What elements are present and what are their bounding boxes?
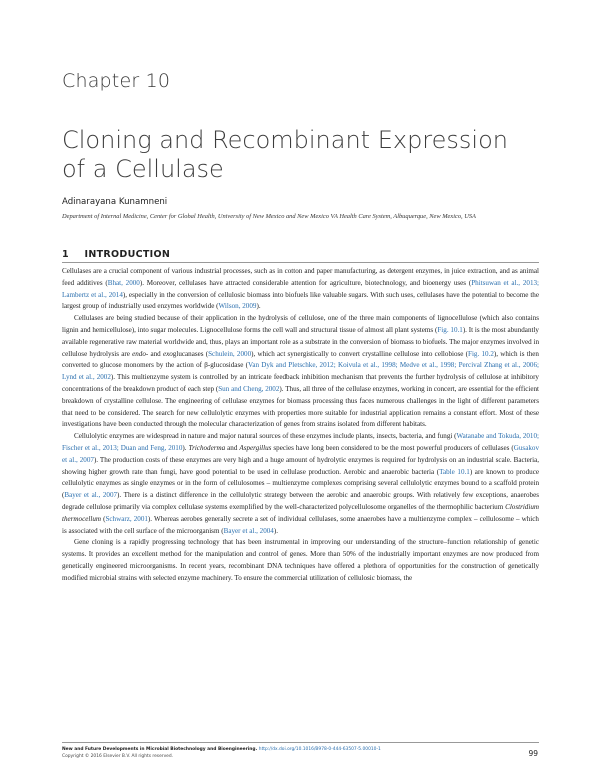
copyright-notice: Copyright © 2016 Elsevier B.V. All rights reserved. bbox=[62, 754, 174, 759]
text-run: glucanases ( bbox=[172, 349, 209, 358]
italic-term: endo- bbox=[132, 349, 149, 358]
text-run: ), which act synergistically to convert crystalline cellulose into cellobiose ( bbox=[251, 349, 469, 358]
citation-link[interactable]: Van Dyk and Pletschke, 2012; Koivula et al., 1998; Medve et al., 1998; Percival Zhang et al., 2006; Lynd et al., 2002 bbox=[62, 361, 539, 382]
citation-link[interactable]: Schulein, 2000 bbox=[208, 349, 252, 358]
citation-link[interactable]: Fig. 10.1 bbox=[437, 325, 463, 334]
italic-term: Clostridium thermocellum bbox=[62, 502, 539, 523]
title-line-1: Cloning and Recombinant Expression bbox=[62, 126, 508, 154]
text-run: Cellulases are being studied because of their application in the hydrolysis of cellulose, one of the three main components of lignocellulose (which also contains lignin and hemicellulose), into sugar molecules. Lignocellulose forms the cell wall and structural tissue of almost all plant systems ( bbox=[62, 314, 539, 334]
italic-term: Aspergillus bbox=[239, 443, 272, 452]
footer bbox=[62, 747, 539, 759]
text-run: and bbox=[148, 349, 163, 358]
citation-link[interactable]: Bayer et al., 2007 bbox=[64, 491, 118, 500]
text-run: ). It is the most abundantly available regenerative raw material worldwide and, thus, plays an important role as a substrate in the conversion of biomass to biofuels. The major enzymes involved in cellulose hydrolysis are bbox=[62, 325, 539, 358]
text-run: ). bbox=[273, 526, 278, 535]
book-title: New and Future Developments in Microbial Biotechnology and Bioengineering. bbox=[62, 747, 258, 752]
citation-link[interactable]: Phitsuwan et al., 2013; Lambertz et al., 2014 bbox=[62, 278, 540, 299]
text-run: ). bbox=[182, 443, 189, 452]
text-run: ), which is then converted to glucose monomers by the action of β-glucosidase ( bbox=[62, 349, 539, 370]
citation-link[interactable]: Gusakov et al., 2007 bbox=[62, 443, 539, 464]
citation-link[interactable]: Schwarz, 2001 bbox=[105, 514, 148, 523]
citation-link[interactable]: Wilson, 2009 bbox=[218, 302, 257, 311]
text-run: Cellulolytic enzymes are widespread in nature and major natural sources of these enzymes include plants, insects, bacteria, and fungi ( bbox=[74, 432, 457, 441]
text-run: and bbox=[225, 443, 240, 452]
citation-link[interactable]: Sun and Cheng, 2002 bbox=[218, 384, 280, 393]
citation-link[interactable]: Bhat, 2000 bbox=[107, 278, 140, 287]
section-heading bbox=[62, 249, 170, 260]
text-run: ), especially in the conversion of cellulosic biomass into biofuels like valuable sugars. With such uses, cellulases have the potential to become the largest group of industrially used enzymes worldwide ( bbox=[62, 290, 539, 311]
text-run: species have long been considered to be the most powerful producers of cellulases ( bbox=[271, 443, 514, 452]
paragraph bbox=[62, 431, 539, 537]
text-run: Cellulases are a crucial component of various industrial processes, such as in cotton and paper manufacturing, as detergent enzymes, in juice extraction, and as animal feed additives ( bbox=[62, 267, 539, 287]
citation-link[interactable]: Bayer et al., 2004 bbox=[223, 526, 274, 535]
chapter-label: Chapter 10 bbox=[62, 70, 171, 92]
body-text bbox=[62, 266, 539, 585]
text-run: ). Moreover, cellulases have attracted considerable attention for agriculture, biotechnology, and bioenergy uses ( bbox=[139, 278, 472, 287]
paragraph bbox=[62, 537, 539, 584]
citation-link[interactable]: Watanabe and Tokuda, 2010; Fischer et al., 2013; Duan and Feng, 2010 bbox=[62, 432, 539, 452]
citation-link[interactable]: Fig. 10.2 bbox=[468, 349, 494, 358]
text-run: ) are known to produce cellulolytic enzymes as single enzymes or in the form of cellulosomes – multienzyme complexes comprising several cellulolytic enzymes bound to a scaffold protein ( bbox=[62, 467, 539, 500]
text-run: ). There is a distinct difference in the cellulolytic strategy between the aerobic and anaerobic groups. With relatively few exceptions, anaerobes degrade cellulose primarily via complex cellulase systems exemplified by the well-characterized polycellulosome organelles of the thermophilic bacterium bbox=[62, 491, 539, 511]
author-name: Adinarayana Kunamneni bbox=[62, 197, 168, 207]
footer-rule bbox=[62, 742, 539, 743]
text-run: ). This multienzyme system is controlled by an intricate feedback inhibition mechanism that prevents the further hydrolysis of cellulose at inhibitory concentrations of the breakdown product of each step ( bbox=[62, 373, 539, 393]
section-number: 1 bbox=[62, 249, 69, 260]
text-run: ( bbox=[101, 514, 106, 523]
text-run: ). Whereas aerobes generally secrete a set of individual cellulases, some anaerobes have a multienzyme complex – cellulosome – which is associated with the cell surface of the microorganism ( bbox=[62, 514, 539, 535]
section-title: INTRODUCTION bbox=[84, 249, 171, 260]
book-citation bbox=[62, 747, 539, 752]
paragraph bbox=[62, 266, 539, 313]
citation-link[interactable]: Table 10.1 bbox=[439, 467, 470, 476]
chapter-title bbox=[62, 126, 542, 184]
doi-link[interactable]: http://dx.doi.org/10.1016/B978-0-444-63507-5.00010-1 bbox=[258, 747, 381, 752]
page-number: 99 bbox=[528, 749, 538, 758]
italic-term: Trichoderma bbox=[188, 443, 226, 452]
text-run: ). bbox=[256, 302, 261, 311]
paragraph bbox=[62, 313, 539, 431]
italic-term: exo bbox=[162, 349, 173, 358]
text-run: Gene cloning is a rapidly progressing technology that has been instrumental in improving our understanding of the structure–function relationship of genetic systems. It provides an excellent method for the manipulation and control of genes. More than 50% of the industrially important enzymes are now produced from genetically engineered microorganisms. In recent years, recombinant DNA techniques have offered a plethora of opportunities for the construction of genetically modified microbial strains with selected enzyme machinery. To ensure the commercial utilization of cellulosic biomass, the bbox=[62, 538, 539, 582]
text-run: ). Thus, all three of the cellulase enzymes, working in concert, are essential for the efficient breakdown of crystalline cellulose. The engineering of cellulase enzymes for biomass processing thus faces numerous challenges in the light of different parameters that need to be considered. The search for new cellulolytic enzymes with properties more suitable for industrial application remains a constant effort. Most of these investigations have been conducted through the molecular characterization of genes from strains isolated from different habitats. bbox=[62, 384, 539, 429]
section-rule bbox=[62, 262, 539, 263]
author-affiliation: Department of Internal Medicine, Center for Global Health, University of New Mexico and New Mexico VA Health Care System, Albuquerque, New Mexico, USA bbox=[62, 213, 476, 220]
title-line-2: of a Cellulase bbox=[62, 155, 224, 183]
text-run: ). The production costs of these enzymes are very high and a huge amount of hydrolytic enzymes is required for hydrolysis on an industrial scale. Bacteria, showing higher growth rate than fungi, have good potential to be used in cellulase production. Aerobic and anaerobic bacteria ( bbox=[62, 455, 539, 476]
